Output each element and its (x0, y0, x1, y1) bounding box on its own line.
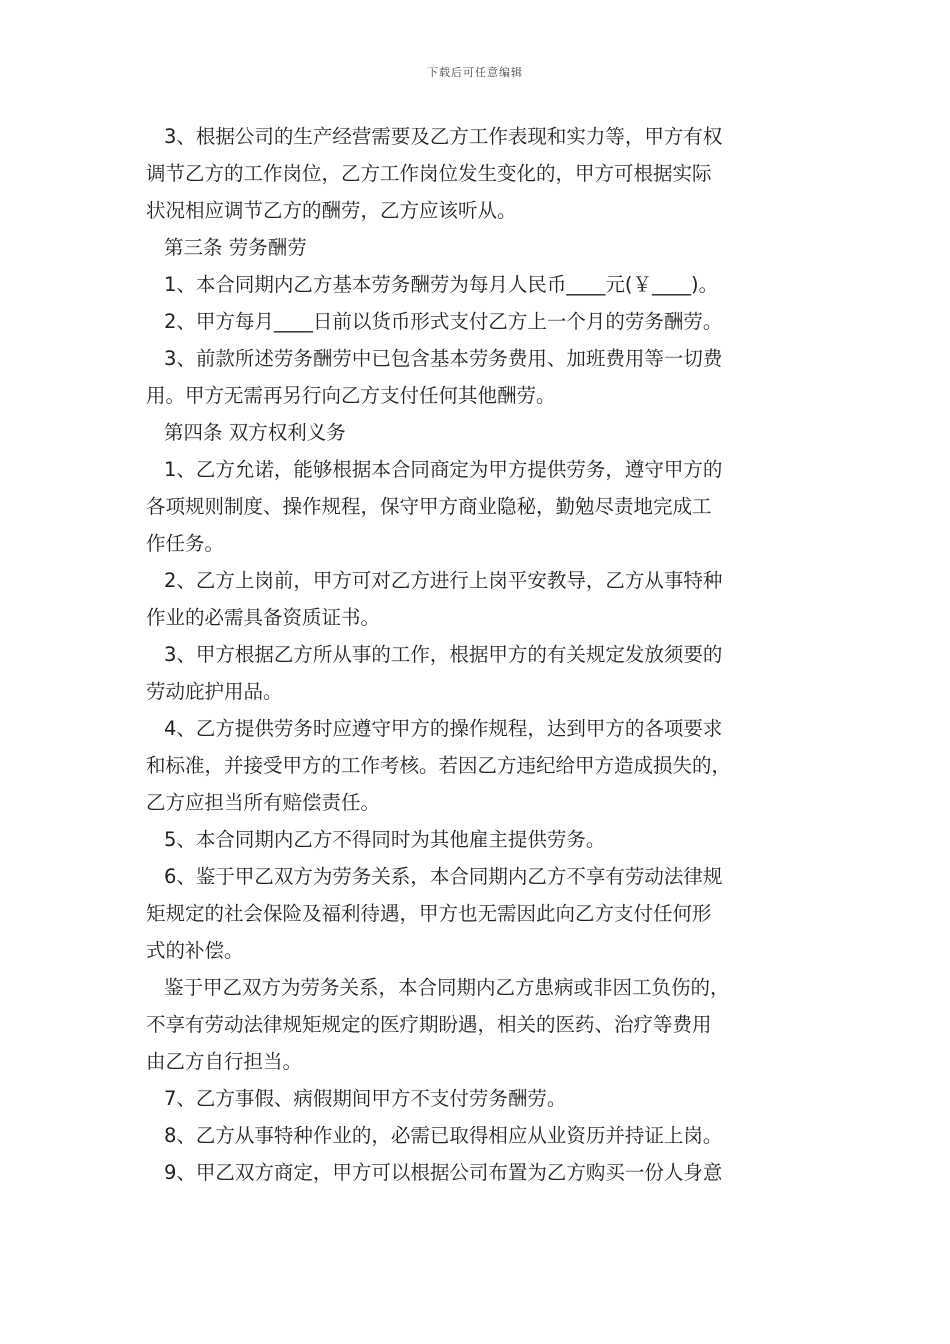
text-line: 7、乙方事假、病假期间甲方不支付劳务酬劳。 (164, 1087, 567, 1110)
paragraph (146, 636, 811, 710)
paragraph (146, 303, 811, 340)
paragraph (146, 821, 811, 858)
section-heading (146, 414, 811, 451)
text-line: 乙方应担当所有赔偿责任。 (146, 791, 381, 814)
paragraph (146, 340, 811, 414)
page-header: 下载后可任意编辑 (427, 66, 523, 79)
text-line: 作业的必需具备资质证书。 (146, 606, 381, 629)
text-line: 第三条 劳务酬劳 (164, 236, 307, 259)
text-line: 5、本合同期内乙方不得同时为其他雇主提供劳务。 (164, 828, 606, 851)
paragraph (146, 858, 811, 969)
text-line: 用。甲方无需再另行向乙方支付任何其他酬劳。 (146, 384, 556, 407)
text-line: 2、甲方每月____日前以货币形式支付乙方上一个月的劳务酬劳。 (164, 310, 723, 333)
paragraph (146, 451, 811, 562)
text-line: 3、甲方根据乙方所从事的工作，根据甲方的有关规定发放须要的 (164, 643, 723, 666)
text-line: 不享有劳动法律规矩规定的医疗期盼遇，相关的医药、治疗等费用 (146, 1013, 712, 1036)
paragraph (146, 969, 811, 1080)
text-line: 6、鉴于甲乙双方为劳务关系，本合同期内乙方不享有劳动法律规 (164, 865, 723, 888)
document-body (146, 118, 811, 1191)
text-line: 由乙方自行担当。 (146, 1050, 303, 1073)
paragraph (146, 266, 811, 303)
text-line: 鉴于甲乙双方为劳务关系，本合同期内乙方患病或非因工负伤的， (164, 976, 730, 999)
text-line: 第四条 双方权利义务 (164, 421, 346, 444)
text-line: 矩规定的社会保险及福利待遇，甲方也无需因此向乙方支付任何形 (146, 902, 712, 925)
text-line: 劳动庇护用品。 (146, 680, 283, 703)
text-line: 3、前款所述劳务酬劳中已包含基本劳务费用、加班费用等一切费 (164, 347, 723, 370)
text-line: 8、乙方从事特种作业的，必需已取得相应从业资历并持证上岗。 (164, 1124, 723, 1147)
text-line: 2、乙方上岗前，甲方可对乙方进行上岗平安教导，乙方从事特种 (164, 569, 723, 592)
text-line: 和标准，并接受甲方的工作考核。若因乙方违纪给甲方造成损失的， (146, 754, 732, 777)
text-line: 作任务。 (146, 532, 225, 555)
paragraph (146, 1154, 811, 1191)
text-line: 各项规则制度、操作规程，保守甲方商业隐秘，勤勉尽责地完成工 (146, 495, 712, 518)
text-line: 式的补偿。 (146, 939, 244, 962)
paragraph (146, 1117, 811, 1154)
text-line: 1、乙方允诺，能够根据本合同商定为甲方提供劳务，遵守甲方的 (164, 458, 723, 481)
paragraph (146, 118, 811, 229)
paragraph (146, 1080, 811, 1117)
text-line: 9、甲乙双方商定，甲方可以根据公司布置为乙方购买一份人身意 (164, 1161, 723, 1184)
paragraph (146, 710, 811, 821)
text-line: 状况相应调节乙方的酬劳，乙方应该听从。 (146, 199, 517, 222)
section-heading (146, 229, 811, 266)
text-line: 3、根据公司的生产经营需要及乙方工作表现和实力等，甲方有权 (164, 125, 723, 148)
text-line: 4、乙方提供劳务时应遵守甲方的操作规程，达到甲方的各项要求 (164, 717, 723, 740)
text-line: 1、本合同期内乙方基本劳务酬劳为每月人民币____元(￥____)。 (164, 273, 719, 296)
paragraph (146, 562, 811, 636)
text-line: 调节乙方的工作岗位，乙方工作岗位发生变化的，甲方可根据实际 (146, 162, 712, 185)
